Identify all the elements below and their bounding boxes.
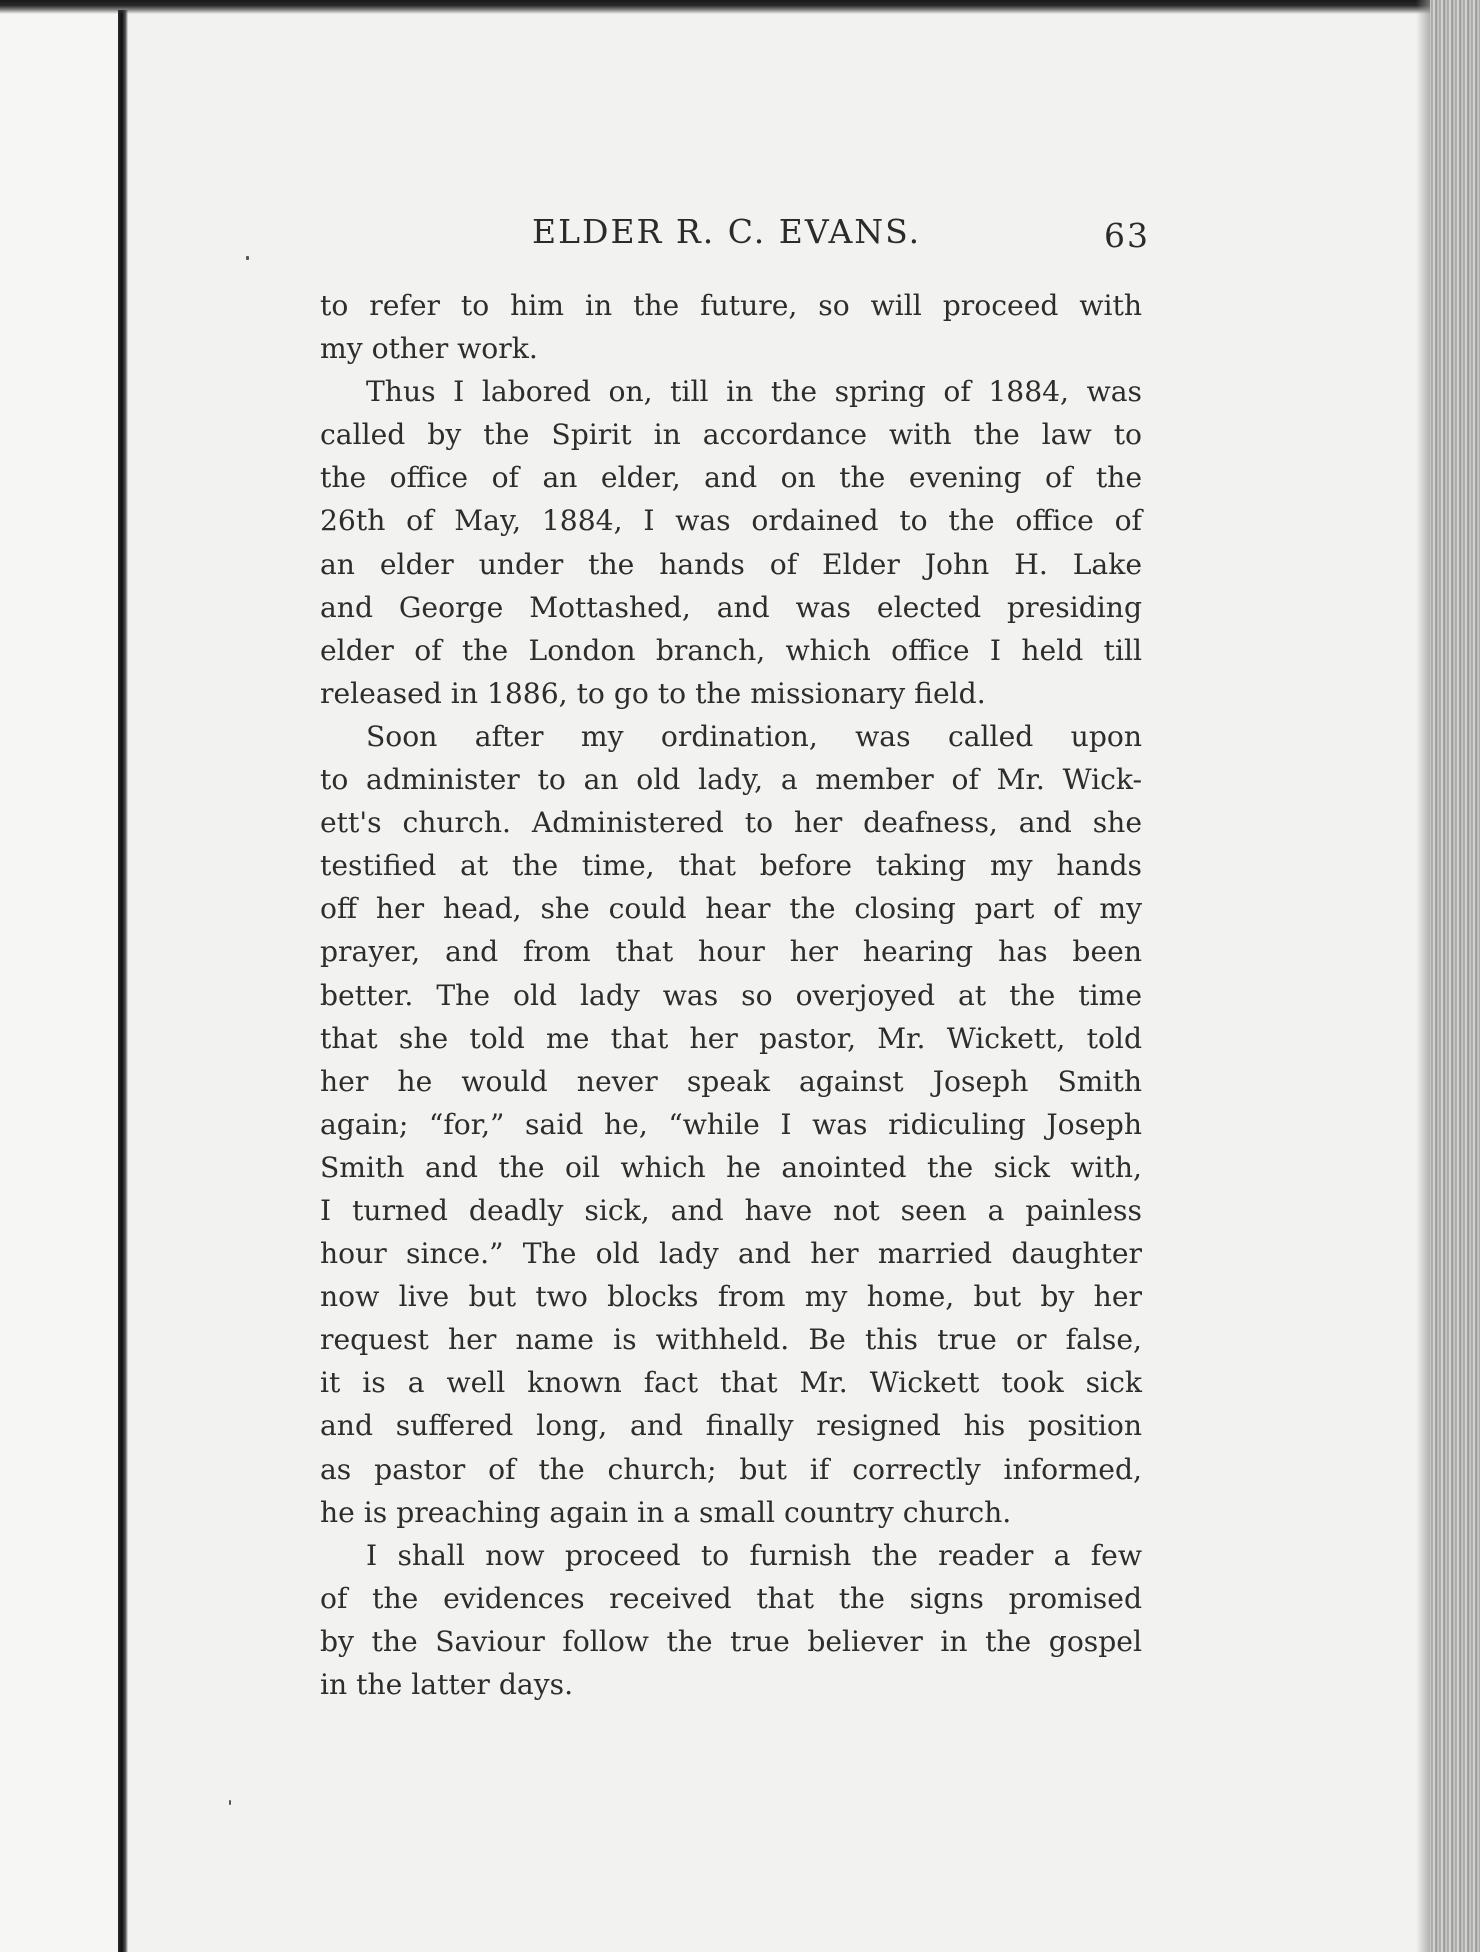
text-line: Smith and the oil which he anointed the sick with, [320, 1150, 1142, 1184]
text-line: the office of an elder, and on the evening of the [320, 461, 1142, 495]
text-line: hour since.” The old lady and her married daughter [320, 1237, 1142, 1271]
text-line: it is a well known fact that Mr. Wickett took sick [320, 1366, 1142, 1400]
text-line: I turned deadly sick, and have not seen a painless [320, 1193, 1142, 1227]
text-line: to administer to an old lady, a member of Mr. Wick- [320, 763, 1142, 797]
text-line: now live but two blocks from my home, but by her [320, 1280, 1142, 1314]
text-line: to refer to him in the future, so will proceed with [320, 289, 1142, 322]
text-line: released in 1886, to go to the missionary field. [320, 676, 986, 710]
text-line: and suffered long, and finally resigned his position [320, 1409, 1142, 1443]
dust-speck [229, 1800, 231, 1805]
text-line: off her head, she could hear the closing part of my [320, 892, 1142, 926]
text-line: of the evidences received that the signs promised [320, 1581, 1142, 1615]
text-line: an elder under the hands of Elder John H. Lake [320, 547, 1142, 581]
text-line: that she told me that her pastor, Mr. Wickett, told [320, 1021, 1142, 1055]
text-line: Thus I labored on, till in the spring of 1884, was [366, 375, 1142, 409]
text-line: again; “for,” said he, “while I was ridiculing Joseph [320, 1107, 1142, 1141]
dust-speck [246, 256, 249, 260]
text-line: and George Mottashed, and was elected presiding [320, 590, 1142, 624]
page-number: 63 [1104, 216, 1150, 255]
text-line: her he would never speak against Joseph Smith [320, 1064, 1142, 1098]
text-line: request her name is withheld. Be this true or false, [320, 1323, 1142, 1357]
body-text [320, 284, 1142, 1706]
text-line: elder of the London branch, which office I held till [320, 633, 1142, 667]
text-line: 26th of May, 1884, I was ordained to the office of [320, 504, 1142, 538]
binding-gutter [118, 10, 128, 1952]
page-edge-shadow [1416, 0, 1430, 1952]
page-stack-edges [1430, 0, 1480, 1952]
top-edge-shadow [0, 0, 1480, 14]
text-line: my other work. [320, 332, 538, 366]
text-line: as pastor of the church; but if correctly informed, [320, 1452, 1142, 1486]
text-line: ett's church. Administered to her deafness, and she [320, 806, 1142, 840]
text-line: in the latter days. [320, 1668, 574, 1701]
text-line: called by the Spirit in accordance with the law to [320, 418, 1142, 452]
text-line: Soon after my ordination, was called upon [366, 719, 1142, 753]
text-line: better. The old lady was so overjoyed at the time [320, 978, 1142, 1012]
text-line: prayer, and from that hour her hearing has been [320, 935, 1142, 969]
text-line: testified at the time, that before taking my hands [320, 849, 1142, 883]
facing-page-margin [0, 10, 118, 1952]
running-head-title: ELDER R. C. EVANS. [532, 212, 922, 251]
text-line: I shall now proceed to furnish the reader a few [366, 1538, 1142, 1572]
text-line: by the Saviour follow the true believer in the gospel [320, 1624, 1142, 1658]
text-line: he is preaching again in a small country church. [320, 1495, 1012, 1529]
